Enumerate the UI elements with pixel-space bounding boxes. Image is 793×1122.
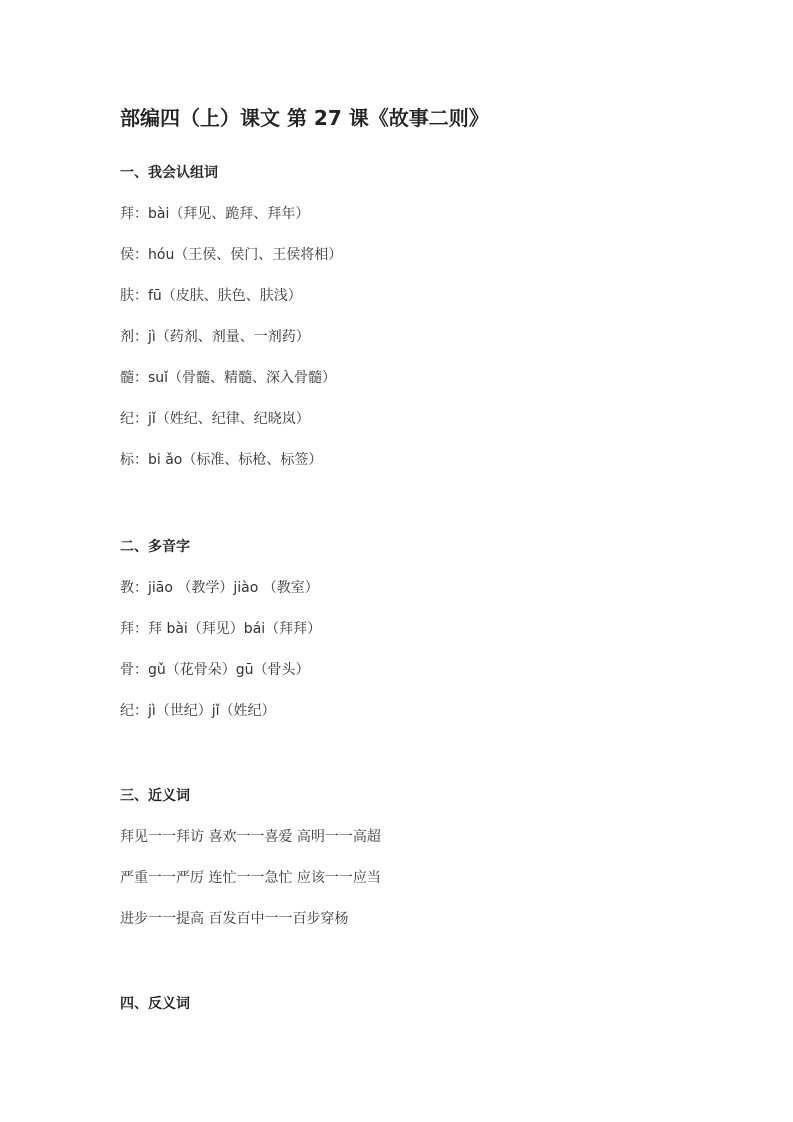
list-item: 剂：jì（药剂、剂量、一剂药）	[120, 329, 310, 345]
list-item: 侯：hóu（王侯、侯门、王侯将相）	[120, 247, 343, 263]
list-item: 教：jiāo （教学）jiào （教室）	[120, 580, 319, 596]
list-item: 纪：jǐ（姓纪、纪律、纪晓岚）	[120, 411, 310, 427]
section-heading: 一、我会认组词	[120, 165, 218, 181]
section-synonyms	[120, 786, 680, 929]
list-item: 纪：jì（世纪）jǐ（姓纪）	[120, 703, 276, 719]
list-item: 肤：fū（皮肤、肤色、肤浅）	[120, 288, 302, 304]
list-item: 拜：bài（拜见、跪拜、拜年）	[120, 206, 310, 222]
section-antonyms	[120, 994, 680, 1014]
list-item: 进步一一提高 百发百中一一百步穿杨	[120, 911, 349, 927]
list-item: 标：bi ǎo（标准、标枪、标签）	[120, 452, 323, 468]
list-item: 拜见一一拜访 喜欢一一喜爱 高明一一高超	[120, 829, 381, 845]
list-item: 髓：suǐ（骨髓、精髓、深入骨髓）	[120, 370, 337, 386]
list-item: 拜：拜 bài（拜见）bái（拜拜）	[120, 621, 322, 637]
section-polyphonic-characters	[120, 537, 680, 721]
section-heading: 二、多音字	[120, 539, 190, 555]
section-heading: 四、反义词	[120, 996, 190, 1012]
list-item: 骨：gǔ（花骨朵）gū（骨头）	[120, 662, 310, 678]
page-title: 部编四（上）课文 第 27 课《故事二则》	[120, 106, 489, 130]
list-item: 严重一一严厉 连忙一一急忙 应该一一应当	[120, 870, 381, 886]
section-word-groups	[120, 163, 680, 470]
section-heading: 三、近义词	[120, 788, 190, 804]
